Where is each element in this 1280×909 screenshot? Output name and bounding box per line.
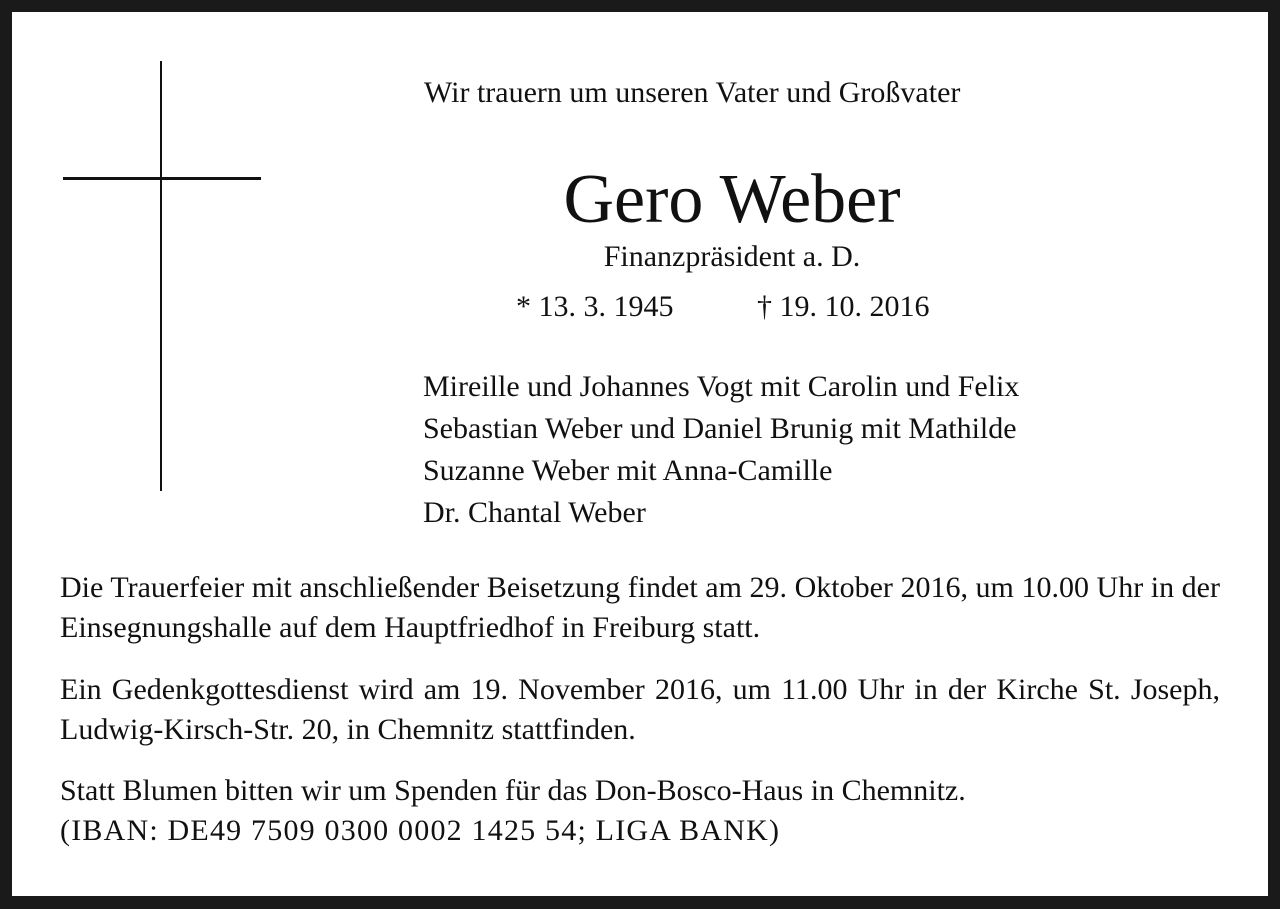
iban-line: (IBAN: DE49 7509 0300 0002 1425 54; LIGA BANK): [60, 814, 781, 847]
deceased-title: Finanzpräsident a. D.: [603, 240, 861, 273]
cross-symbol-vertical-bar: [160, 61, 162, 491]
birth-date: * 13. 3. 1945: [516, 290, 674, 323]
memorial-paragraph: Ein Gedenkgottesdienst wird am 19. November 2016, um 11.00 Uhr in der Kirche St. Joseph, Ludwig-Kirsch-Str. 20, in Chemnitz stattfinden.: [60, 673, 1220, 746]
donation-paragraph: [60, 771, 1220, 851]
deceased-name: Gero Weber: [563, 161, 901, 238]
survivors-list: [423, 366, 1019, 534]
survivor-line: Suzanne Weber mit Anna-Camille: [423, 454, 833, 487]
funeral-paragraph: Die Trauerfeier mit anschließender Beisetzung findet am 29. Oktober 2016, um 10.00 Uhr in der Einsegnungshalle auf dem Hauptfriedhof in Freiburg statt.: [60, 571, 1220, 644]
obituary-notice: [12, 12, 1268, 896]
cross-symbol-horizontal-bar: [63, 177, 261, 180]
survivor-line: Sebastian Weber und Daniel Brunig mit Mathilde: [423, 412, 1017, 445]
survivor-line: Mireille und Johannes Vogt mit Carolin und Felix: [423, 370, 1020, 403]
intro-line: Wir trauern um unseren Vater und Großvater: [424, 76, 961, 109]
death-date: † 19. 10. 2016: [757, 290, 930, 323]
donation-line: Statt Blumen bitten wir um Spenden für das Don-Bosco-Haus in Chemnitz.: [60, 774, 966, 807]
survivor-line: Dr. Chantal Weber: [423, 496, 646, 529]
